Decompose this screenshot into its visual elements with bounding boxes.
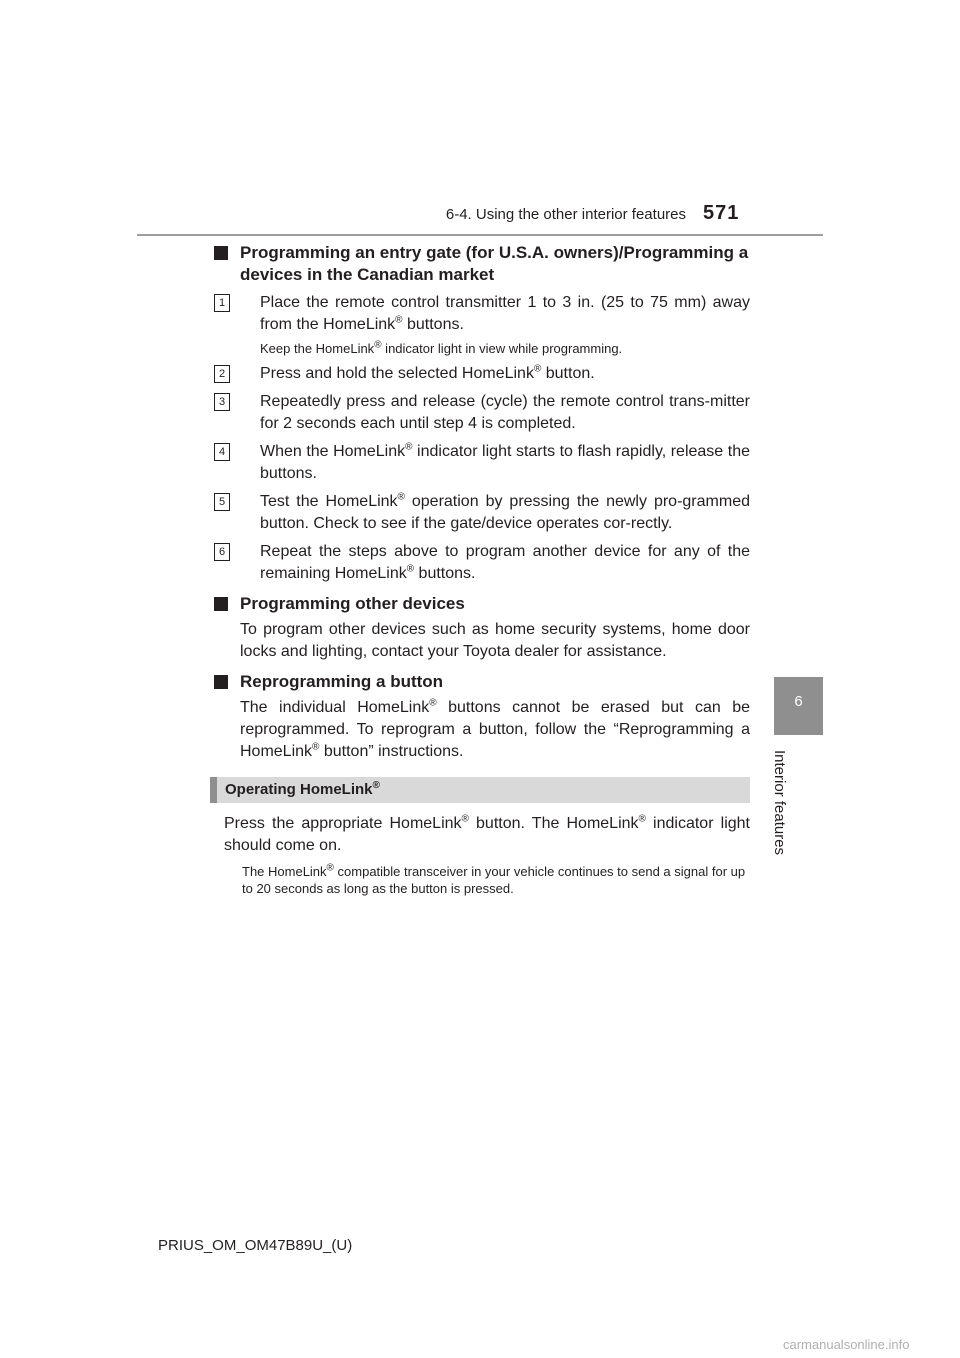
- heading-other-devices: Programming other devices: [214, 593, 750, 615]
- step-3: 3 Repeatedly press and release (cycle) the remote control trans-mitter for 2 seconds each until step 4 is completed.: [214, 391, 750, 435]
- step-number-badge: 3: [214, 393, 230, 411]
- page-number: 571: [703, 202, 740, 224]
- step-6: 6 Repeat the steps above to program another device for any of the remaining HomeLink® buttons.: [214, 541, 750, 585]
- header-divider: [137, 234, 823, 236]
- step-number-badge: 6: [214, 543, 230, 561]
- chapter-label-text: Interior features: [771, 750, 788, 856]
- step-1-note: Keep the HomeLink® indicator light in view while programming.: [260, 339, 623, 356]
- heading-operating-homelink: Operating HomeLink®: [210, 777, 750, 803]
- step-number-badge: 4: [214, 443, 230, 461]
- page-content: [214, 240, 750, 897]
- chapter-number: 6: [794, 693, 803, 710]
- chapter-tab: [774, 677, 823, 735]
- step-1: 1 Place the remote control transmitter 1 to 3 in. (25 to 75 mm) away from the HomeLink® buttons.: [214, 292, 750, 336]
- step-number-badge: 1: [214, 294, 230, 312]
- square-bullet-icon: [214, 246, 228, 260]
- section-title: 6-4. Using the other interior features: [445, 206, 686, 223]
- step-5: 5 Test the HomeLink® operation by pressing the newly pro-grammed button. Check to see if the gate/device operates cor-rectly.: [214, 491, 750, 535]
- step-number-badge: 5: [214, 493, 230, 511]
- manual-code: PRIUS_OM_OM47B89U_(U): [158, 1237, 353, 1254]
- chapter-label: [772, 750, 792, 900]
- step-4: 4 When the HomeLink® indicator light starts to flash rapidly, release the buttons.: [214, 441, 750, 485]
- watermark: carmanualsonline.info: [783, 1337, 910, 1352]
- square-bullet-icon: [214, 597, 228, 611]
- other-devices-text: To program other devices such as home security systems, home door locks and lighting, contact your Toyota dealer for assistance.: [240, 621, 750, 660]
- reprogramming-text: The individual HomeLink® buttons cannot be erased but can be reprogrammed. To reprogram a button, follow the “Reprogramming a HomeLink® button” instructions.: [240, 697, 751, 760]
- step-2: 2 Press and hold the selected HomeLink® button.: [214, 363, 750, 385]
- heading-reprogramming: Reprogramming a button: [214, 671, 750, 693]
- heading-entry-gate: Programming an entry gate (for U.S.A. owners)/Programming a devices in the Canadian market: [214, 242, 750, 286]
- square-bullet-icon: [214, 675, 228, 689]
- step-number-badge: 2: [214, 365, 230, 383]
- operating-note: The HomeLink® compatible transceiver in your vehicle continues to send a signal for up to 20 seconds as long as the button is pressed.: [242, 862, 746, 896]
- operating-text: Press the appropriate HomeLink® button. The HomeLink® indicator light should come on.: [224, 813, 750, 854]
